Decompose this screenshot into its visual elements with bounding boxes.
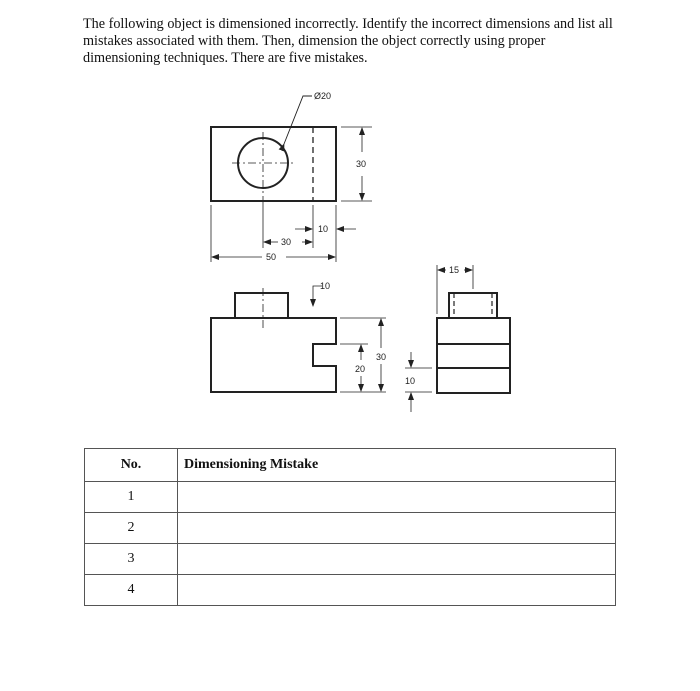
top-view-outline [211,127,336,201]
side-dim-10-label: 10 [405,376,416,386]
top-dim-30-label: 30 [356,159,367,169]
header-no: No. [85,449,178,482]
row-number: 2 [85,513,178,544]
mistakes-table [84,448,616,606]
top-view [211,96,372,262]
row-number: 4 [85,575,178,606]
table-row [85,544,616,575]
dim-50-label: 50 [266,252,277,262]
diameter-leader [284,96,312,144]
front-dim-30-label: 30 [376,352,387,362]
front-view-outline [211,318,336,392]
row-number: 3 [85,544,178,575]
header-mistake: Dimensioning Mistake [178,449,616,482]
dim-10-label: 10 [318,224,329,234]
front-view [211,286,386,392]
side-view-boss [449,293,497,318]
table-row [85,513,616,544]
row-mistake-cell[interactable] [178,575,616,606]
table-row [85,575,616,606]
side-dim-15-label: 15 [449,265,460,275]
row-number: 1 [85,482,178,513]
instructions-text: The following object is dimensioned incorrectly. Identify the incorrect dimensions and list all mistakes associated with them. Then, dimension the object correctly using proper dimensioning techniques. There are five mistakes. [83,16,613,66]
side-view [405,265,510,412]
row-mistake-cell[interactable] [178,513,616,544]
front-dim-10-label: 10 [320,281,331,291]
row-mistake-cell[interactable] [178,544,616,575]
front-dim-20-label: 20 [355,364,366,374]
front-view-boss [235,293,288,318]
table-row [85,482,616,513]
table-header-row [85,449,616,482]
side-view-body [437,318,510,393]
diameter-label: Ø20 [314,91,332,101]
row-mistake-cell[interactable] [178,482,616,513]
dim-30-label: 30 [281,237,292,247]
